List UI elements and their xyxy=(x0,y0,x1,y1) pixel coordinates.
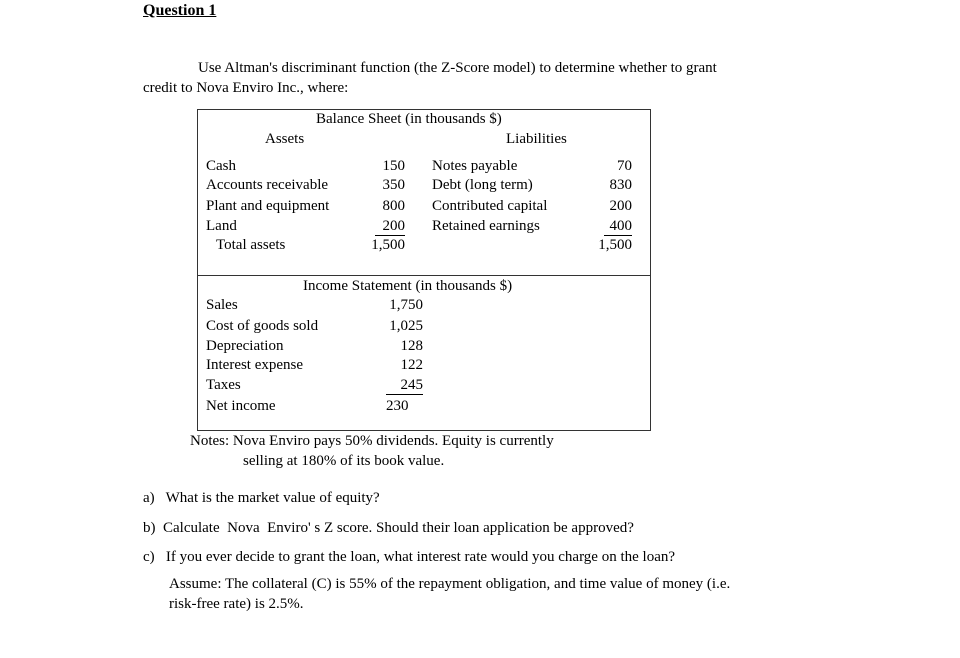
asset-label: Plant and equipment xyxy=(206,198,330,214)
financial-statements-box xyxy=(197,109,651,431)
asset-value: 150 xyxy=(382,158,405,174)
income-value: 245 xyxy=(386,376,423,395)
question-c-assumption-1: Assume: The collateral (C) is 55% of the repayment obligation, and time value of money (i.e. xyxy=(169,576,731,592)
income-label: Net income xyxy=(206,398,276,414)
notes-line-1: Notes: Nova Enviro pays 50% dividends. Equity is currently xyxy=(190,433,554,449)
asset-value: 200 xyxy=(375,217,405,236)
question-title: Question 1 xyxy=(143,2,217,19)
liability-label: Debt (long term) xyxy=(432,177,533,193)
assets-header: Assets xyxy=(265,131,305,147)
asset-label: Land xyxy=(206,218,237,234)
total-assets-label: Total assets xyxy=(216,237,286,253)
asset-label: Accounts receivable xyxy=(206,177,329,193)
liability-value: 200 xyxy=(609,198,632,214)
notes-line-2: selling at 180% of its book value. xyxy=(243,453,445,469)
total-assets-value: 1,500 xyxy=(371,237,405,253)
intro-line-1: Use Altman's discriminant function (the Z-Score model) to determine whether to grant xyxy=(198,60,717,76)
question-c: c) If you ever decide to grant the loan, what interest rate would you charge on the loan? xyxy=(143,549,676,565)
income-value: 1,750 xyxy=(389,297,423,313)
income-label: Sales xyxy=(206,297,238,313)
asset-label: Cash xyxy=(206,158,236,174)
asset-value: 800 xyxy=(382,198,405,214)
liability-value: 830 xyxy=(609,177,632,193)
income-label: Cost of goods sold xyxy=(206,318,319,334)
liability-value: 70 xyxy=(617,158,632,174)
income-value: 230 xyxy=(386,398,409,414)
question-a: a) What is the market value of equity? xyxy=(143,490,380,506)
income-value: 128 xyxy=(400,338,423,354)
intro-line-2: credit to Nova Enviro Inc., where: xyxy=(143,80,349,96)
question-b: b) Calculate Nova Enviro' s Z score. Should their loan application be approved? xyxy=(143,520,634,536)
liability-value: 400 xyxy=(604,217,632,236)
liability-label: Contributed capital xyxy=(432,198,548,214)
liability-label: Retained earnings xyxy=(432,218,540,234)
total-liabilities-value: 1,500 xyxy=(598,237,632,253)
income-value: 1,025 xyxy=(389,318,423,334)
balance-sheet-title: Balance Sheet (in thousands $) xyxy=(316,111,502,127)
income-label: Depreciation xyxy=(206,338,284,354)
statements-divider xyxy=(197,275,651,276)
income-value: 122 xyxy=(400,357,423,373)
asset-value: 350 xyxy=(382,177,405,193)
income-label: Interest expense xyxy=(206,357,304,373)
liabilities-header: Liabilities xyxy=(506,131,567,147)
liability-label: Notes payable xyxy=(432,158,518,174)
income-label: Taxes xyxy=(206,377,241,393)
question-c-assumption-2: risk-free rate) is 2.5%. xyxy=(169,596,304,612)
income-statement-title: Income Statement (in thousands $) xyxy=(303,278,513,294)
